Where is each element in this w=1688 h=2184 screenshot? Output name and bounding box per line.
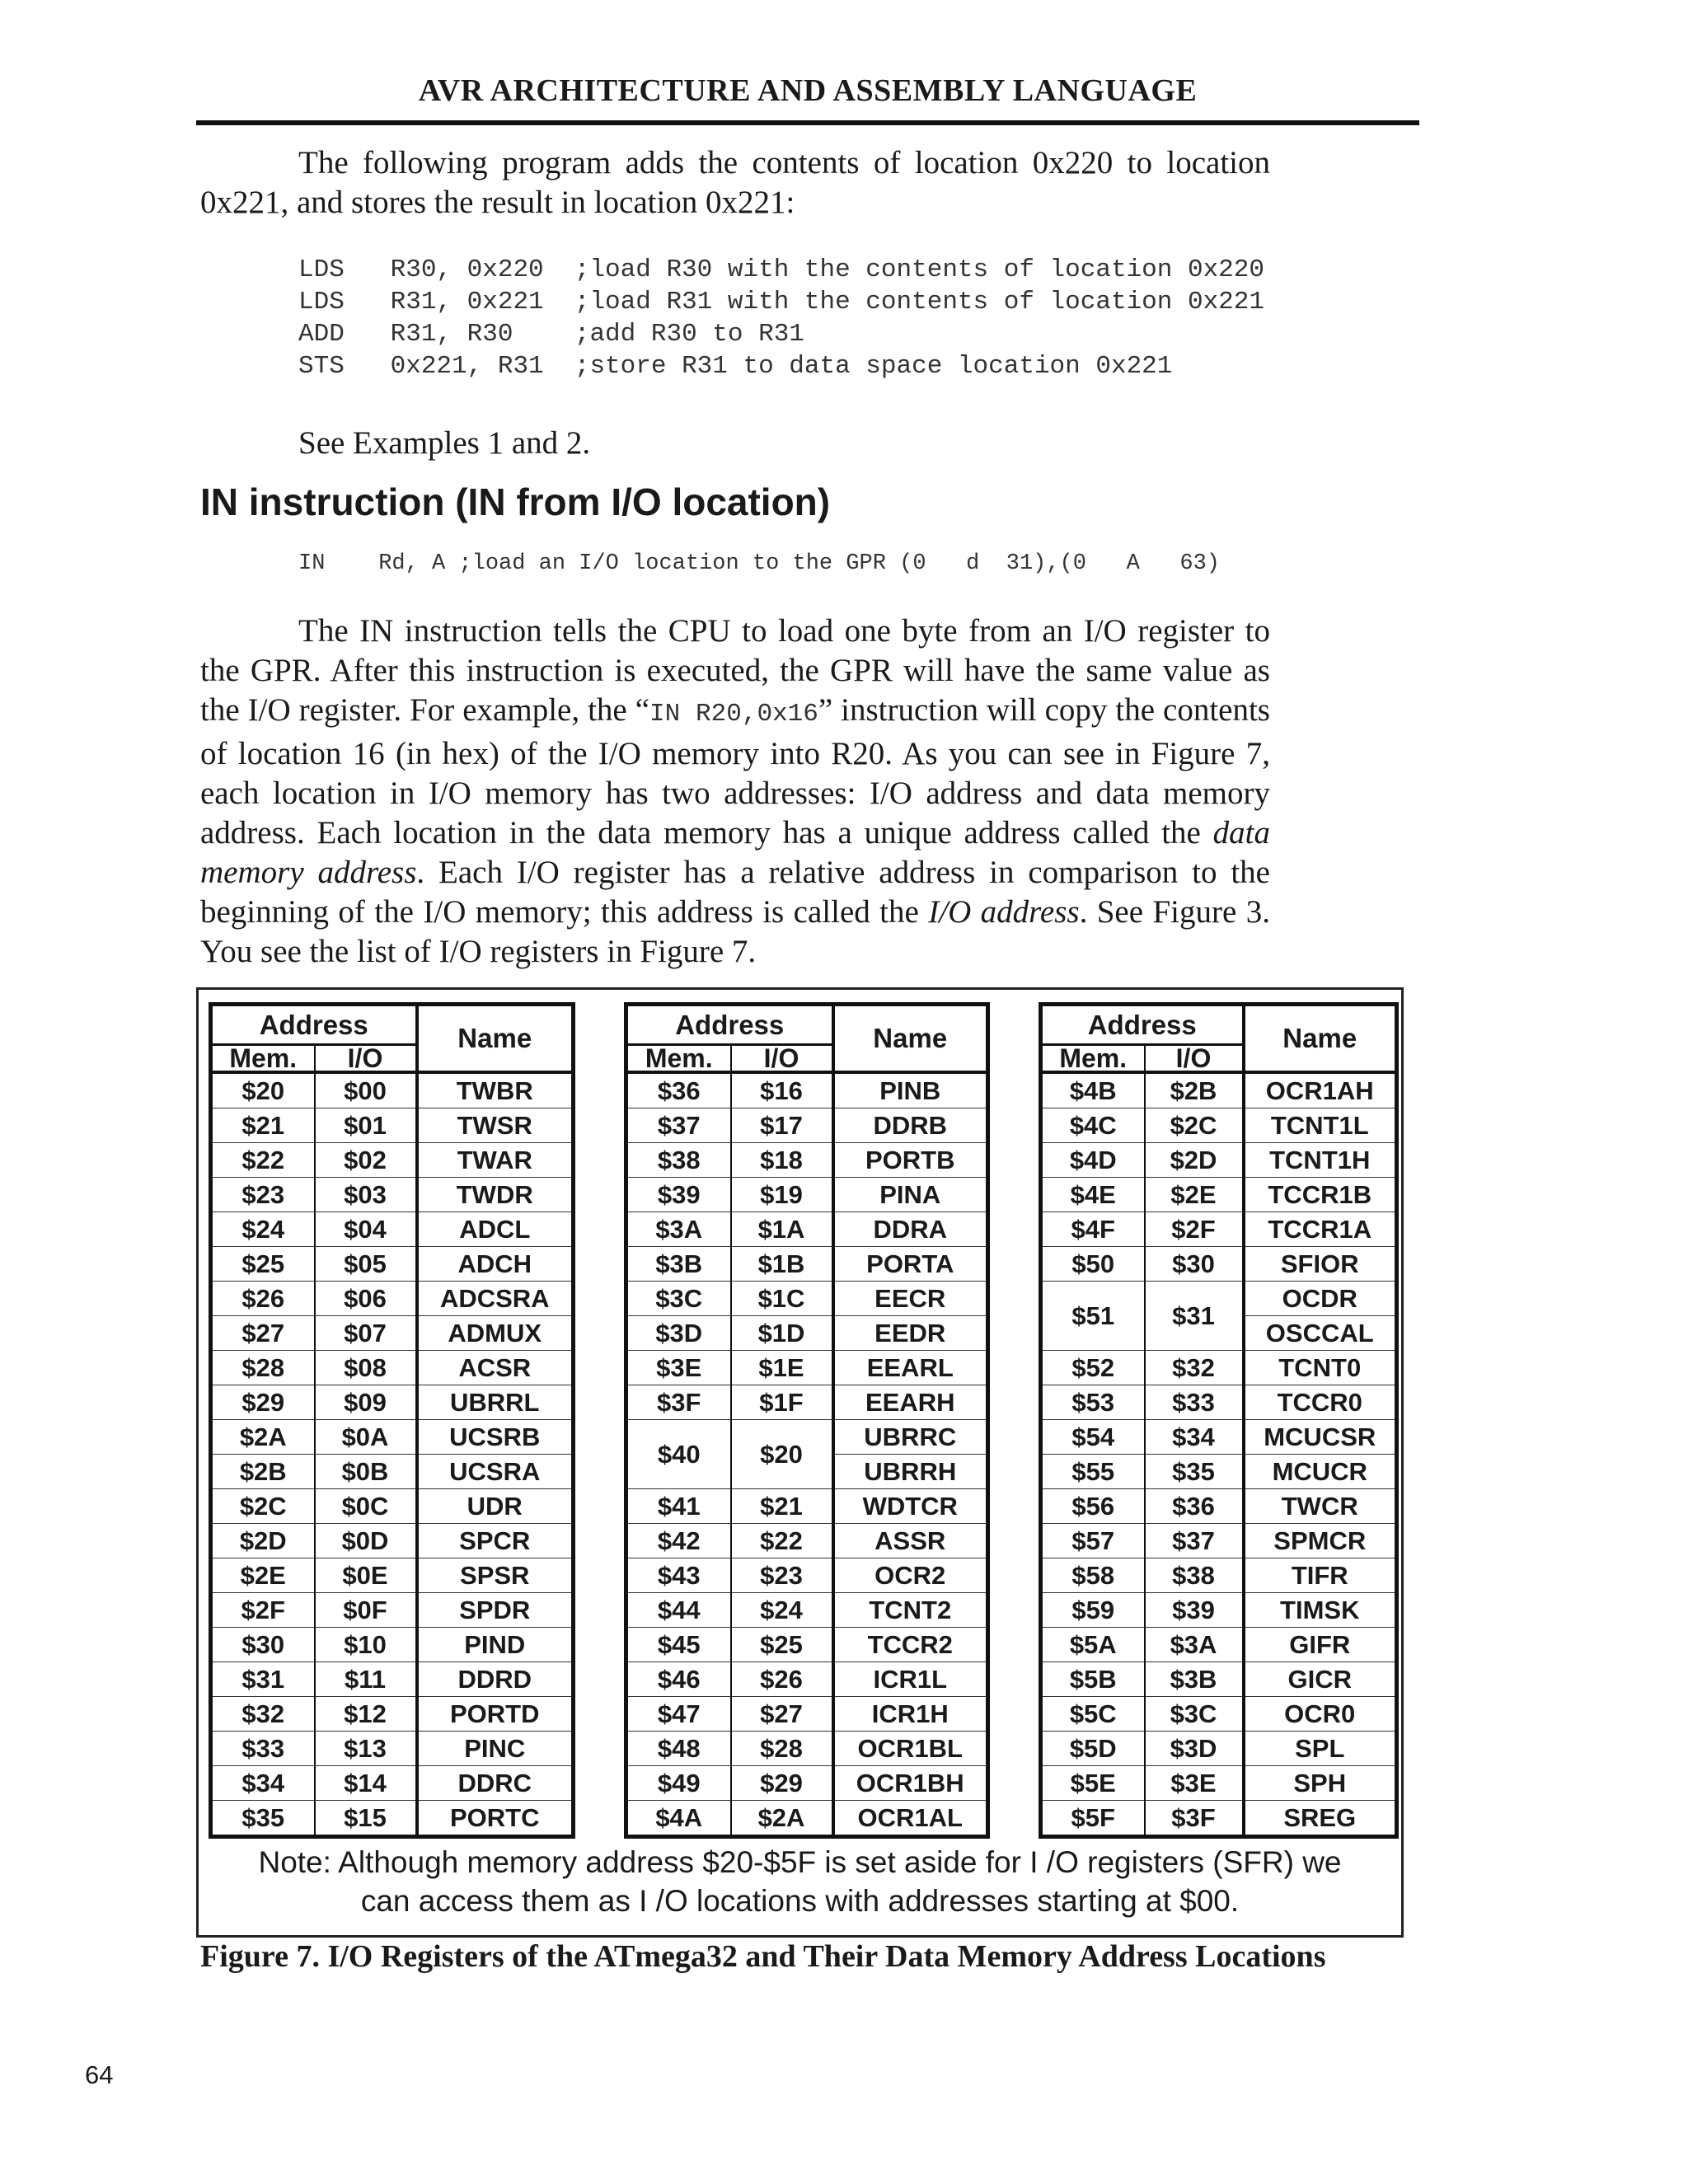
body-text: ” instruction will copy the contents of location 16 (in hex) of the I/O memory into R20. As you can see in Figure 7, each location in I/O memory has two addresses: I/O address and data memory address. Each location in the data memory has a unique address called the: [200, 692, 1270, 851]
io-address-cell: $09: [315, 1385, 417, 1420]
mem-address-cell: $38: [626, 1143, 731, 1178]
io-address-cell: $07: [315, 1316, 417, 1351]
mem-address-cell: $5E: [1041, 1766, 1145, 1801]
code-line: STS 0x221, R31 ;store R31 to data space location 0x221: [298, 352, 1173, 381]
io-address-cell: $37: [1145, 1524, 1244, 1558]
mem-address-cell: $29: [211, 1385, 315, 1420]
io-address-cell: $2E: [1145, 1178, 1244, 1212]
register-name-cell: UBRRH: [833, 1455, 988, 1489]
register-name-cell: PINB: [833, 1072, 988, 1108]
io-address-cell: $36: [1145, 1489, 1244, 1524]
mem-address-cell: $50: [1041, 1247, 1145, 1282]
io-address-cell: $04: [315, 1212, 417, 1247]
table-row: [211, 1662, 574, 1697]
address-header: Address: [1041, 1005, 1244, 1045]
table-row: [211, 1143, 574, 1178]
io-address-cell: $20: [731, 1420, 833, 1489]
io-address-cell: $01: [315, 1108, 417, 1143]
register-name-cell: TWSR: [417, 1108, 574, 1143]
io-address-cell: $22: [731, 1524, 833, 1558]
table-row: [626, 1593, 988, 1628]
register-name-cell: ADMUX: [417, 1316, 574, 1351]
name-header: Name: [833, 1005, 988, 1073]
register-name-cell: UBRRC: [833, 1420, 988, 1455]
table-row: [626, 1766, 988, 1801]
mem-address-cell: $2C: [211, 1489, 315, 1524]
mem-address-cell: $39: [626, 1178, 731, 1212]
table-row: [1041, 1385, 1397, 1420]
io-address-cell: $13: [315, 1732, 417, 1766]
io-address-cell: $29: [731, 1766, 833, 1801]
register-name-cell: EEDR: [833, 1316, 988, 1351]
mem-address-cell: $43: [626, 1558, 731, 1593]
mem-address-cell: $3F: [626, 1385, 731, 1420]
table-row: [211, 1489, 574, 1524]
mem-address-cell: $3C: [626, 1282, 731, 1316]
table-row: [1041, 1766, 1397, 1801]
table-row: [211, 1072, 574, 1108]
table-row: [1041, 1351, 1397, 1385]
register-name-cell: TCCR2: [833, 1628, 988, 1662]
intro-paragraph: The following program adds the contents of location 0x220 to location 0x221, and stores the result in location 0x221:: [200, 145, 1270, 220]
register-name-cell: TCNT0: [1244, 1351, 1397, 1385]
register-name-cell: PINA: [833, 1178, 988, 1212]
table-row: [1041, 1801, 1397, 1837]
io-address-cell: $10: [315, 1628, 417, 1662]
register-name-cell: PORTA: [833, 1247, 988, 1282]
table-row: [211, 1455, 574, 1489]
table-row: [626, 1732, 988, 1766]
table-row: [211, 1351, 574, 1385]
table-row: [626, 1212, 988, 1247]
register-name-cell: TCCR1B: [1244, 1178, 1397, 1212]
register-name-cell: EECR: [833, 1282, 988, 1316]
table-row: [211, 1593, 574, 1628]
mem-address-cell: $4A: [626, 1801, 731, 1837]
table-row: [626, 1247, 988, 1282]
register-name-cell: DDRB: [833, 1108, 988, 1143]
mem-address-cell: $32: [211, 1697, 315, 1732]
register-name-cell: EEARL: [833, 1351, 988, 1385]
table-row: [626, 1072, 988, 1108]
table-row: [626, 1801, 988, 1837]
table-row: [626, 1385, 988, 1420]
mem-address-cell: $57: [1041, 1524, 1145, 1558]
register-name-cell: ICR1H: [833, 1697, 988, 1732]
register-name-cell: TCNT1L: [1244, 1108, 1397, 1143]
table-row: [211, 1420, 574, 1455]
io-address-cell: $1A: [731, 1212, 833, 1247]
mem-address-cell: $36: [626, 1072, 731, 1108]
io-address-cell: $3D: [1145, 1732, 1244, 1766]
mem-address-cell: $22: [211, 1143, 315, 1178]
table-row: [211, 1212, 574, 1247]
mem-address-cell: $4F: [1041, 1212, 1145, 1247]
io-address-cell: $3C: [1145, 1697, 1244, 1732]
io-address-cell: $11: [315, 1662, 417, 1697]
see-examples: See Examples 1 and 2.: [298, 425, 591, 461]
table-row: [626, 1316, 988, 1351]
io-address-cell: $34: [1145, 1420, 1244, 1455]
table-row: [211, 1247, 574, 1282]
mem-address-cell: $21: [211, 1108, 315, 1143]
register-name-cell: SPL: [1244, 1732, 1397, 1766]
address-header: Address: [626, 1005, 833, 1045]
register-name-cell: UDR: [417, 1489, 574, 1524]
io-address-cell: $24: [731, 1593, 833, 1628]
register-name-cell: ASSR: [833, 1524, 988, 1558]
io-address-cell: $14: [315, 1766, 417, 1801]
note-line: can access them as I /O locations with addresses starting at $00.: [360, 1884, 1240, 1918]
register-name-cell: TWAR: [417, 1143, 574, 1178]
io-address-cell: $21: [731, 1489, 833, 1524]
mem-header: Mem.: [211, 1045, 315, 1073]
io-address-cell: $1B: [731, 1247, 833, 1282]
mem-address-cell: $4D: [1041, 1143, 1145, 1178]
register-name-cell: SPCR: [417, 1524, 574, 1558]
mem-address-cell: $2E: [211, 1558, 315, 1593]
table-row: [1041, 1524, 1397, 1558]
register-name-cell: TWBR: [417, 1072, 574, 1108]
running-header: AVR ARCHITECTURE AND ASSEMBLY LANGUAGE: [418, 73, 1198, 108]
register-name-cell: SPH: [1244, 1766, 1397, 1801]
mem-address-cell: $44: [626, 1593, 731, 1628]
register-name-cell: DDRD: [417, 1662, 574, 1697]
io-address-cell: $3E: [1145, 1766, 1244, 1801]
table-row: [1041, 1593, 1397, 1628]
table-row: [626, 1143, 988, 1178]
mem-address-cell: $49: [626, 1766, 731, 1801]
table-row: [211, 1801, 574, 1837]
register-name-cell: MCUCSR: [1244, 1420, 1397, 1455]
register-table-2: [624, 1002, 990, 1839]
mem-address-cell: $3B: [626, 1247, 731, 1282]
register-name-cell: TCCR1A: [1244, 1212, 1397, 1247]
register-name-cell: DDRA: [833, 1212, 988, 1247]
mem-address-cell: $25: [211, 1247, 315, 1282]
emphasis-term: I/O address: [928, 894, 1080, 930]
table-row: [211, 1316, 574, 1351]
table-row: [1041, 1420, 1397, 1455]
register-name-cell: UCSRB: [417, 1420, 574, 1455]
mem-address-cell: $46: [626, 1662, 731, 1697]
table-row: [211, 1385, 574, 1420]
table-row: [1041, 1662, 1397, 1697]
mem-address-cell: $2B: [211, 1455, 315, 1489]
io-address-cell: $2A: [731, 1801, 833, 1837]
register-name-cell: TCNT2: [833, 1593, 988, 1628]
mem-address-cell: $4E: [1041, 1178, 1145, 1212]
register-name-cell: OCR1BH: [833, 1766, 988, 1801]
inline-code: IN R20,0x16: [649, 700, 818, 729]
mem-address-cell: $34: [211, 1766, 315, 1801]
table-row: [626, 1558, 988, 1593]
register-name-cell: ACSR: [417, 1351, 574, 1385]
io-header: I/O: [1145, 1045, 1244, 1073]
io-address-cell: $31: [1145, 1282, 1244, 1351]
register-name-cell: PIND: [417, 1628, 574, 1662]
io-address-cell: $1E: [731, 1351, 833, 1385]
mem-address-cell: $5D: [1041, 1732, 1145, 1766]
mem-address-cell: $4C: [1041, 1108, 1145, 1143]
register-name-cell: OCR1AL: [857, 1803, 963, 1832]
table-row: [626, 1282, 988, 1316]
io-address-cell: $08: [315, 1351, 417, 1385]
register-name-cell: TCNT1H: [1244, 1143, 1397, 1178]
io-address-cell: $3B: [1145, 1662, 1244, 1697]
io-address-cell: $06: [315, 1282, 417, 1316]
table-row: [211, 1628, 574, 1662]
table-row: [1041, 1489, 1397, 1524]
mem-address-cell: $24: [211, 1212, 315, 1247]
register-name-cell: SREG: [1283, 1803, 1357, 1832]
register-name-cell: OSCCAL: [1244, 1316, 1397, 1351]
mem-address-cell: $2F: [211, 1593, 315, 1628]
register-name-cell: TWCR: [1244, 1489, 1397, 1524]
mem-address-cell: $53: [1041, 1385, 1145, 1420]
io-address-cell: $32: [1145, 1351, 1244, 1385]
table-row: [1041, 1143, 1397, 1178]
register-name-cell: SPMCR: [1244, 1524, 1397, 1558]
mem-address-cell: $35: [211, 1801, 315, 1837]
io-address-cell: $2B: [1145, 1072, 1244, 1108]
io-address-cell: $17: [731, 1108, 833, 1143]
register-name-cell: TIFR: [1244, 1558, 1397, 1593]
mem-address-cell: $23: [211, 1178, 315, 1212]
table-row: [1041, 1628, 1397, 1662]
register-name-cell: SPDR: [417, 1593, 574, 1628]
register-table-1: [209, 1002, 575, 1839]
mem-address-cell: $5C: [1041, 1697, 1145, 1732]
register-name-cell: MCUCR: [1244, 1455, 1397, 1489]
register-name-cell: ICR1L: [833, 1662, 988, 1697]
mem-address-cell: $31: [211, 1662, 315, 1697]
register-name-cell: PINC: [417, 1732, 574, 1766]
io-address-cell: $1C: [731, 1282, 833, 1316]
mem-address-cell: $26: [211, 1282, 315, 1316]
io-header: I/O: [315, 1045, 417, 1073]
table-row: [211, 1178, 574, 1212]
register-table-3: [1039, 1002, 1399, 1839]
code-line: ADD R31, R30 ;add R30 to R31: [298, 320, 804, 349]
register-name-cell: UCSRA: [417, 1455, 574, 1489]
register-name-cell: PORTD: [417, 1697, 574, 1732]
in-syntax-line: IN Rd, A ;load an I/O location to the GPR (0 d 31),(0 A 63): [298, 551, 1220, 576]
io-address-cell: $18: [731, 1143, 833, 1178]
register-name-cell: OCR2: [833, 1558, 988, 1593]
table-row: [626, 1628, 988, 1662]
body-text: . See Figure 3. You see the list of I/O registers in Figure 7.: [200, 894, 1270, 969]
io-address-cell: $0F: [315, 1593, 417, 1628]
mem-address-cell: $54: [1041, 1420, 1145, 1455]
table-row: [626, 1489, 988, 1524]
mem-address-cell: $30: [211, 1628, 315, 1662]
register-name-cell: UBRRL: [417, 1385, 574, 1420]
io-address-cell: $2F: [1145, 1212, 1244, 1247]
io-address-cell: $3A: [1145, 1628, 1244, 1662]
table-row: [1041, 1072, 1397, 1108]
in-description-paragraph: [200, 612, 1270, 972]
io-address-cell: $27: [731, 1697, 833, 1732]
address-header: Address: [211, 1005, 417, 1045]
table-row: [1041, 1558, 1397, 1593]
header-rule: [196, 120, 1419, 125]
table-row: [626, 1351, 988, 1385]
mem-address-cell: $55: [1041, 1455, 1145, 1489]
mem-address-cell: $33: [211, 1732, 315, 1766]
table-row: [626, 1420, 988, 1455]
io-address-cell: $3F: [1145, 1801, 1244, 1837]
body-text: . Each I/O register has a relative address in comparison to the beginning of the I/O memory; this address is called the: [200, 855, 1270, 930]
table-row: [1041, 1247, 1397, 1282]
register-name-cell: GIFR: [1244, 1628, 1397, 1662]
io-address-cell: $35: [1145, 1455, 1244, 1489]
io-address-cell: $33: [1145, 1385, 1244, 1420]
mem-header: Mem.: [1041, 1045, 1145, 1073]
mem-address-cell: $2D: [211, 1524, 315, 1558]
io-address-cell: $16: [731, 1072, 833, 1108]
figure-note: [196, 1843, 1404, 1920]
register-name-cell: GICR: [1244, 1662, 1397, 1697]
mem-address-cell: $48: [626, 1732, 731, 1766]
mem-address-cell: $45: [626, 1628, 731, 1662]
table-row: [626, 1662, 988, 1697]
io-address-cell: $0C: [315, 1489, 417, 1524]
register-name-cell: TWDR: [417, 1178, 574, 1212]
io-address-cell: $05: [315, 1247, 417, 1282]
table-row: [1041, 1455, 1397, 1489]
register-name-cell: DDRC: [417, 1766, 574, 1801]
io-address-cell: $19: [731, 1178, 833, 1212]
register-name-cell: OCR1AH: [1244, 1072, 1397, 1108]
register-name-cell: OCR1BL: [833, 1732, 988, 1766]
io-address-cell: $1F: [731, 1385, 833, 1420]
io-address-cell: $15: [315, 1801, 417, 1837]
page-number: 64: [85, 2060, 114, 2089]
io-address-cell: $25: [731, 1628, 833, 1662]
register-name-cell: OCR0: [1244, 1697, 1397, 1732]
table-row: [1041, 1178, 1397, 1212]
table-row: [1041, 1697, 1397, 1732]
io-address-cell: $03: [315, 1178, 417, 1212]
table-row: [211, 1558, 574, 1593]
mem-address-cell: $52: [1041, 1351, 1145, 1385]
io-address-cell: $0B: [315, 1455, 417, 1489]
body-text: The IN instruction tells the CPU to load one byte from an I/O register to the GPR. After this instruction is executed, the GPR will have the same value as the I/O register. For example, the “: [200, 613, 1270, 728]
mem-address-cell: $28: [211, 1351, 315, 1385]
mem-address-cell: $56: [1041, 1489, 1145, 1524]
register-name-cell: ADCL: [417, 1212, 574, 1247]
mem-address-cell: $37: [626, 1108, 731, 1143]
mem-address-cell: $47: [626, 1697, 731, 1732]
register-name-cell: EEARH: [833, 1385, 988, 1420]
mem-address-cell: $40: [626, 1420, 731, 1489]
table-row: [211, 1732, 574, 1766]
mem-address-cell: $20: [211, 1072, 315, 1108]
io-address-cell: $0D: [315, 1524, 417, 1558]
mem-address-cell: $3E: [626, 1351, 731, 1385]
io-address-cell: $12: [315, 1697, 417, 1732]
mem-address-cell: $41: [626, 1489, 731, 1524]
mem-address-cell: $5B: [1041, 1662, 1145, 1697]
code-line: LDS R31, 0x221 ;load R31 with the contents of location 0x221: [298, 288, 1264, 316]
name-header: Name: [1244, 1005, 1397, 1073]
mem-address-cell: $2A: [211, 1420, 315, 1455]
mem-address-cell: $5A: [1041, 1628, 1145, 1662]
mem-address-cell: $59: [1041, 1593, 1145, 1628]
io-address-cell: $23: [731, 1558, 833, 1593]
mem-address-cell: $3D: [626, 1316, 731, 1351]
mem-address-cell: $3A: [626, 1212, 731, 1247]
code-line: LDS R30, 0x220 ;load R30 with the contents of location 0x220: [298, 255, 1264, 284]
name-header: Name: [417, 1005, 574, 1073]
io-address-cell: $0E: [315, 1558, 417, 1593]
table-row: [211, 1766, 574, 1801]
register-name-cell: ADCSRA: [417, 1282, 574, 1316]
io-address-cell: $1D: [731, 1316, 833, 1351]
table-row: [211, 1282, 574, 1316]
mem-address-cell: $5F: [1041, 1801, 1145, 1837]
mem-header: Mem.: [626, 1045, 731, 1073]
io-address-cell: $2C: [1145, 1108, 1244, 1143]
register-name-cell: WDTCR: [833, 1489, 988, 1524]
mem-address-cell: $58: [1041, 1558, 1145, 1593]
io-address-cell: $39: [1145, 1593, 1244, 1628]
register-name-cell: PORTC: [450, 1803, 540, 1832]
register-name-cell: SFIOR: [1244, 1247, 1397, 1282]
io-address-cell: $00: [315, 1072, 417, 1108]
table-row: [626, 1178, 988, 1212]
table-row: [626, 1524, 988, 1558]
figure-caption: Figure 7. I/O Registers of the ATmega32 and Their Data Memory Address Locations: [200, 1939, 1326, 1974]
table-row: [211, 1108, 574, 1143]
mem-address-cell: $42: [626, 1524, 731, 1558]
io-address-cell: $28: [731, 1732, 833, 1766]
table-row: [1041, 1732, 1397, 1766]
io-address-cell: $02: [315, 1143, 417, 1178]
io-address-cell: $38: [1145, 1558, 1244, 1593]
register-name-cell: OCDR: [1244, 1282, 1397, 1316]
table-row: [1041, 1108, 1397, 1143]
mem-address-cell: $27: [211, 1316, 315, 1351]
table-row: [1041, 1282, 1397, 1316]
table-row: [211, 1524, 574, 1558]
mem-address-cell: $4B: [1041, 1072, 1145, 1108]
io-address-cell: $0A: [315, 1420, 417, 1455]
register-name-cell: PORTB: [833, 1143, 988, 1178]
table-row: [1041, 1212, 1397, 1247]
table-row: [211, 1697, 574, 1732]
table-row: [626, 1697, 988, 1732]
io-header: I/O: [731, 1045, 833, 1073]
mem-address-cell: $51: [1041, 1282, 1145, 1351]
table-row: [626, 1108, 988, 1143]
io-address-cell: $30: [1145, 1247, 1244, 1282]
io-address-cell: $26: [731, 1662, 833, 1697]
register-name-cell: TIMSK: [1244, 1593, 1397, 1628]
register-name-cell: ADCH: [417, 1247, 574, 1282]
register-name-cell: SPSR: [417, 1558, 574, 1593]
emphasis-term: data memory address: [200, 815, 1270, 890]
note-line: Note: Although memory address $20-$5F is set aside for I /O registers (SFR) we: [258, 1845, 1342, 1879]
section-heading: IN instruction (IN from I/O location): [200, 480, 831, 523]
io-address-cell: $2D: [1145, 1143, 1244, 1178]
register-name-cell: TCCR0: [1244, 1385, 1397, 1420]
